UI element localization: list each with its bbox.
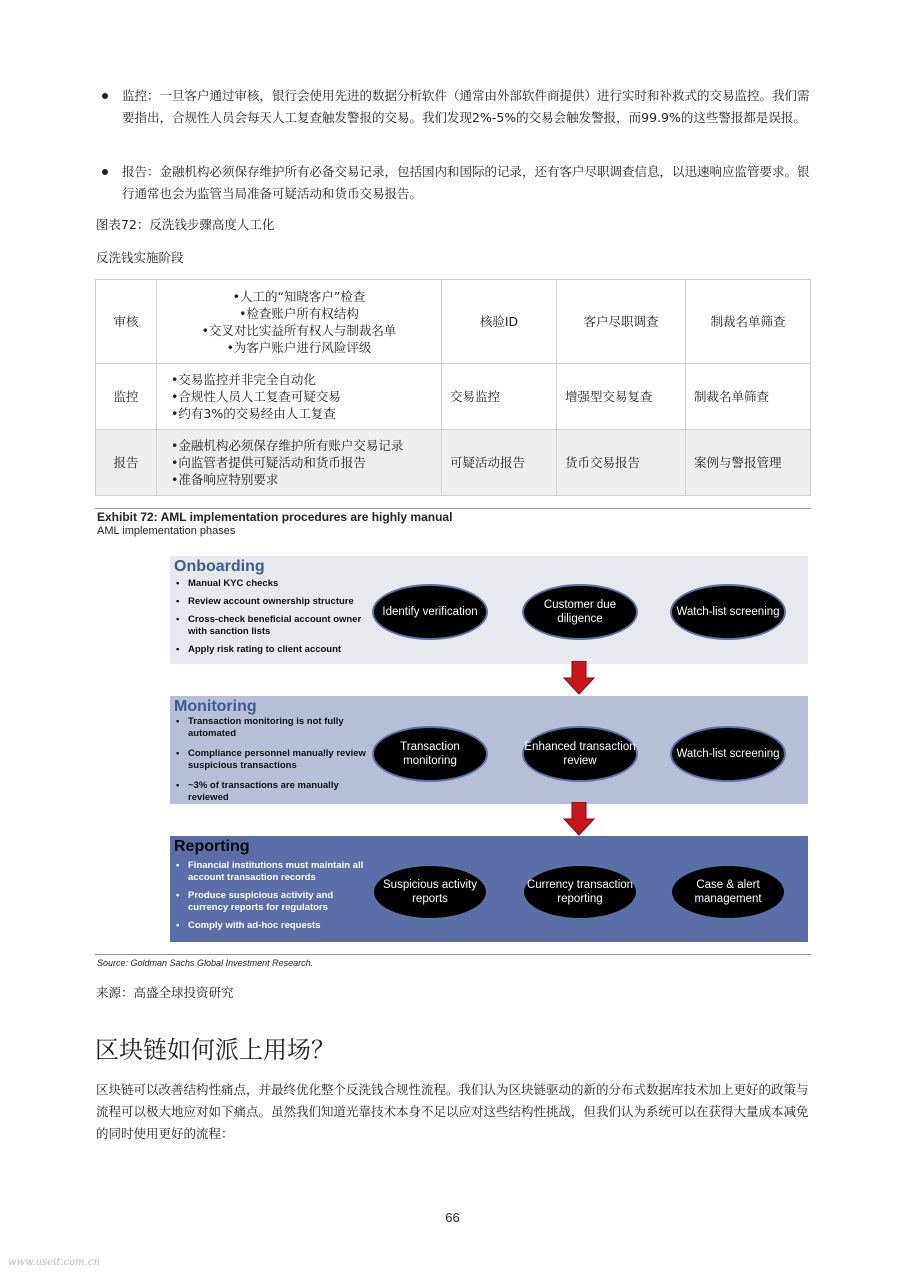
detail-line: •交叉对比实益所有权人与制裁名单	[201, 322, 397, 338]
down-arrow-icon	[563, 661, 595, 695]
divider	[95, 508, 811, 509]
step-cell: 核验ID	[442, 280, 557, 364]
detail-line: •为客户账户进行风险评级	[226, 339, 372, 355]
step-cell: 可疑活动报告	[442, 430, 557, 496]
bullet-dot-icon	[102, 169, 108, 175]
bullet-reporting	[96, 161, 811, 205]
panel-bullets	[172, 716, 373, 804]
panel-title: Onboarding	[174, 558, 265, 575]
source-cn: 来源：高盛全球投资研究	[96, 985, 234, 1000]
detail-line: •合规性人员人工复查可疑交易	[171, 389, 341, 404]
step-cell: 制裁名单筛查	[686, 364, 811, 430]
list-item: • ~3% of transactions are manually reviewed	[172, 780, 373, 804]
page-number: 66	[445, 1210, 460, 1225]
exhibit-title: Exhibit 72: AML implementation procedures are highly manual	[97, 510, 453, 524]
body-paragraph: 区块链可以改善结构性痛点，并最终优化整个反洗钱合规性流程。我们认为区块链驱动的新的分布式数据库技术加上更好的政策与流程可以极大地应对如下痛点。虽然我们知道光靠技术本身不足以应对这些结构性挑战，但我们认为系统可以在获得大量成本减免的同时使用更好的流程：	[96, 1082, 809, 1141]
list-item: • Comply with ad-hoc requests	[172, 920, 373, 932]
step-cell: 货币交易报告	[557, 430, 686, 496]
onboarding-panel	[170, 556, 808, 664]
transaction-monitoring-oval: Transaction monitoring	[372, 726, 488, 782]
table-row	[96, 280, 811, 364]
list-item: • Review account ownership structure	[172, 596, 388, 608]
detail-line: •约有3%的交易经由人工复查	[171, 406, 336, 421]
stage-cell: 报告	[96, 430, 157, 496]
panel-title: Monitoring	[174, 698, 257, 715]
currency-transaction-reporting-oval: Currency transaction reporting	[522, 864, 638, 920]
list-item: • Manual KYC checks	[172, 578, 373, 590]
step-cell: 制裁名单筛查	[686, 280, 811, 364]
bullet-monitoring	[96, 85, 811, 129]
suspicious-activity-reports-oval: Suspicious activity reports	[372, 864, 488, 920]
details-cell	[157, 280, 442, 364]
aml-phases-table	[95, 279, 811, 496]
panel-bullets	[172, 578, 388, 656]
bullet-text: 监控：一旦客户通过审核，银行会使用先进的数据分析软件（通常由外部软件商提供）进行实时和补救式的交易监控。我们需要指出，合规性人员会每天人工复查触发警报的交易。我们发现2%-5%的交易会触发警报，而99.9%的这些警报都是误报。	[122, 88, 810, 125]
details-cell	[157, 430, 442, 496]
enhanced-transaction-review-oval: Enhanced transaction review	[522, 726, 638, 782]
bullet-text: 报告：金融机构必须保存维护所有必备交易记录，包括国内和国际的记录，还有客户尽职调查信息，以迅速响应监管要求。银行通常也会为监管当局准备可疑活动和货币交易报告。	[122, 164, 810, 201]
list-item: • Cross-check beneficial account owner with sanction lists	[172, 614, 373, 638]
list-item: • Transaction monitoring is not fully automated	[172, 716, 373, 740]
divider	[95, 954, 811, 955]
watch-list-screening-oval: Watch-list screening	[670, 726, 786, 782]
list-item: • Apply risk rating to client account	[172, 644, 373, 656]
stage-cell: 审核	[96, 280, 157, 364]
step-cell: 增强型交易复查	[557, 364, 686, 430]
section-heading: 区块链如何派上用场？	[95, 1036, 335, 1064]
step-cell: 客户尽职调查	[557, 280, 686, 364]
panel-bullets	[172, 860, 373, 932]
detail-line: •交易监控并非完全自动化	[171, 372, 316, 387]
table-row	[96, 430, 811, 496]
detail-line: •检查账户所有权结构	[239, 305, 359, 321]
detail-line: •金融机构必须保存维护所有账户交易记录	[171, 438, 404, 453]
figure-caption: 图表72：反洗钱步骤高度人工化	[96, 217, 275, 232]
table-title: 反洗钱实施阶段	[96, 250, 184, 265]
bullet-dot-icon	[102, 93, 108, 99]
identify-verification-oval: Identify verification	[372, 584, 488, 640]
customer-due-diligence-oval: Customer due diligence	[522, 584, 638, 640]
down-arrow-icon	[563, 802, 595, 836]
table-row	[96, 364, 811, 430]
reporting-panel	[170, 836, 808, 942]
watch-list-screening-oval: Watch-list screening	[670, 584, 786, 640]
step-cell: 案例与警报管理	[686, 430, 811, 496]
exhibit-source: Source: Goldman Sachs Global Investment Research.	[97, 958, 314, 968]
stage-cell: 监控	[96, 364, 157, 430]
step-cell: 交易监控	[442, 364, 557, 430]
monitoring-panel	[170, 696, 808, 804]
detail-line: •准备响应特别要求	[171, 472, 279, 487]
case-alert-management-oval: Case & alert management	[670, 864, 786, 920]
panel-title: Reporting	[174, 838, 250, 855]
watermark: www.useit.com.cn	[8, 1257, 100, 1268]
list-item: • Financial institutions must maintain all account transaction records	[172, 860, 373, 884]
list-item: • Produce suspicious activity and currency reports for regulators	[172, 890, 373, 914]
detail-line: •向监管者提供可疑活动和货币报告	[171, 455, 366, 470]
details-cell	[157, 364, 442, 430]
exhibit-subtitle: AML implementation phases	[97, 525, 236, 537]
detail-line: •人工的“知晓客户”检查	[232, 288, 366, 304]
list-item: • Compliance personnel manually review suspicious transactions	[172, 748, 373, 772]
